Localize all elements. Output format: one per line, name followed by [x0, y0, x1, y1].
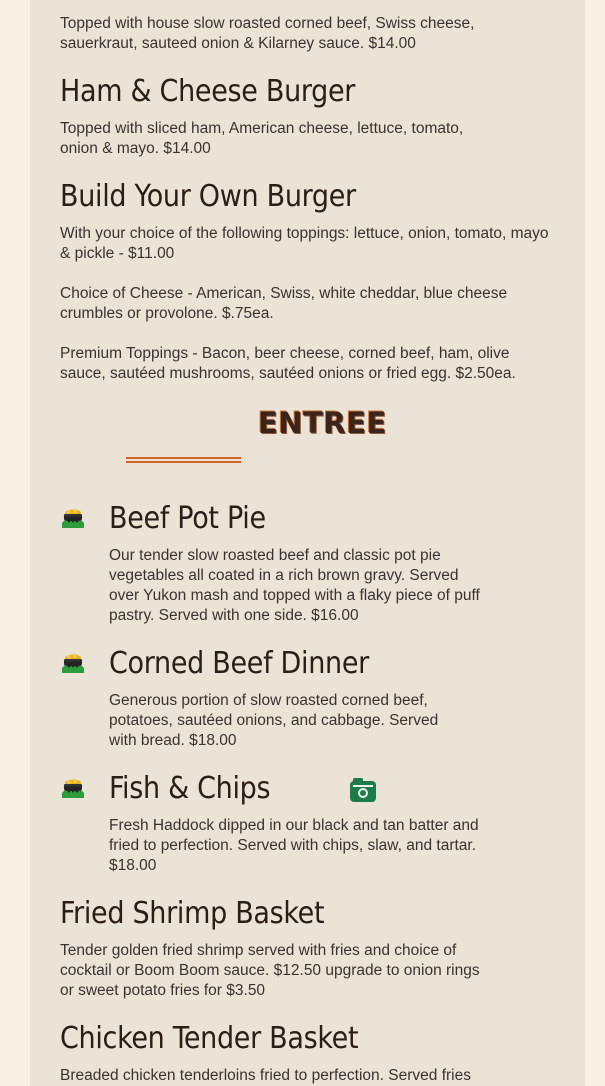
menu-item-description: Fresh Haddock dipped in our black and tan batter and fried to perfection. Served with chips, slaw, and tartar. $18.00 — [109, 817, 479, 874]
pot-of-gold-icon — [60, 506, 86, 530]
menu-item-title: Corned Beef Dinner — [109, 646, 369, 681]
section-divider — [126, 457, 241, 463]
menu-item-note: Premium Toppings - Bacon, beer cheese, corned beef, ham, olive sauce, sautéed mushrooms, sautéed onions or fried egg. $2.50ea. — [60, 345, 516, 382]
menu-item-note: Choice of Cheese - American, Swiss, white cheddar, blue cheese crumbles or provolone. $.75ea. — [60, 285, 508, 322]
menu-item-title: Chicken Tender Basket — [60, 1021, 359, 1056]
menu-item-description: Topped with house slow roasted corned beef, Swiss cheese, sauerkraut, sauteed onion & Kilarney sauce. $14.00 — [60, 15, 475, 52]
section-title: ENTREE — [258, 406, 387, 440]
menu-item-description: Tender golden fried shrimp served with fries and choice of cocktail or Boom Boom sauce. $12.50 upgrade to onion rings or sweet potato fries for $3.50 — [60, 942, 480, 999]
camera-icon[interactable] — [349, 777, 377, 803]
pot-of-gold-icon — [60, 651, 86, 675]
menu-item-title: Fish & Chips — [109, 771, 271, 806]
menu-item-description: Generous portion of slow roasted corned beef, potatoes, sautéed onions, and cabbage. Served with bread. $18.00 — [109, 692, 439, 749]
menu-item-description: With your choice of the following toppings: lettuce, onion, tomato, mayo & pickle - $11.00 — [60, 225, 549, 262]
menu-item-description: Topped with sliced ham, American cheese, lettuce, tomato, onion & mayo. $14.00 — [60, 120, 464, 157]
menu-item-description: Our tender slow roasted beef and classic pot pie vegetables all coated in a rich brown gravy. Served over Yukon mash and topped with a flaky piece of puff pastry. Served with one side. $16.00 — [109, 547, 480, 624]
menu-item-title: Ham & Cheese Burger — [60, 74, 356, 109]
menu-item-title: Beef Pot Pie — [109, 501, 266, 536]
menu-item-title: Fried Shrimp Basket — [60, 896, 325, 931]
menu-item-title: Build Your Own Burger — [60, 179, 356, 214]
menu-item-description: Breaded chicken tenderloins fried to perfection. Served fries — [60, 1067, 471, 1084]
pot-of-gold-icon — [60, 776, 86, 800]
